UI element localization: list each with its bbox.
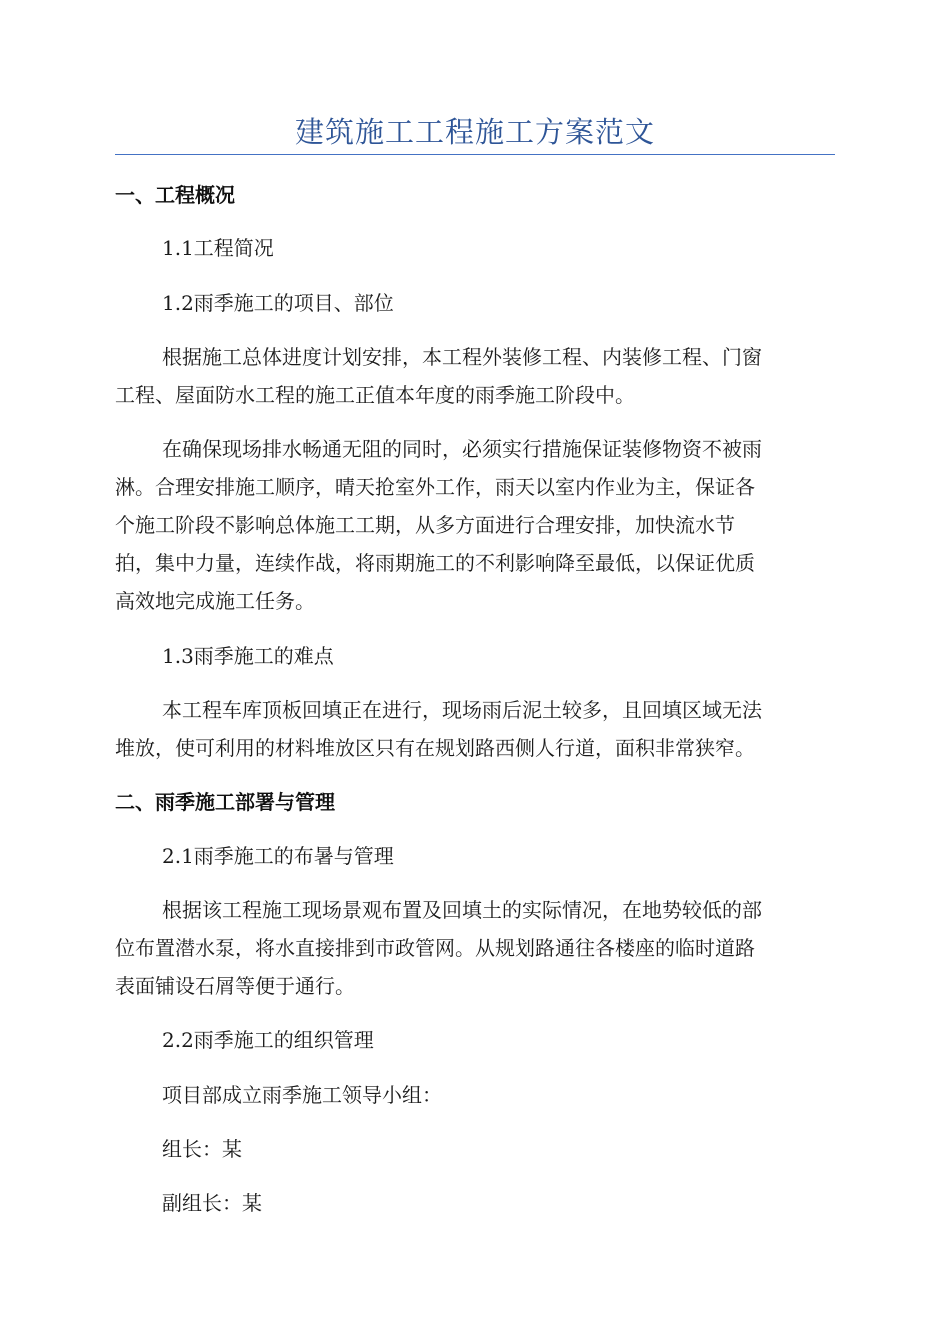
title-underline [115, 154, 835, 155]
paragraph-line: 副组长：某 [162, 1191, 262, 1215]
subheading-1-2: 1.2雨季施工的项目、部位 [162, 291, 394, 315]
paragraph-line: 组长：某 [162, 1137, 242, 1161]
paragraph-line: 位布置潜水泵，将水直接排到市政管网。从规划路通往各楼座的临时道路 [115, 936, 755, 960]
section-heading-2: 二、雨季施工部署与管理 [115, 790, 335, 814]
paragraph-line: 项目部成立雨季施工领导小组： [162, 1083, 442, 1107]
paragraph-line: 根据施工总体进度计划安排，本工程外装修工程、内装修工程、门窗 [162, 345, 762, 369]
subheading-1-1: 1.1工程简况 [162, 236, 274, 260]
paragraph-line: 在确保现场排水畅通无阻的同时，必须实行措施保证装修物资不被雨 [162, 437, 762, 461]
section-heading-1: 一、工程概况 [115, 183, 235, 207]
paragraph-line: 拍，集中力量，连续作战，将雨期施工的不利影响降至最低，以保证优质 [115, 551, 755, 575]
paragraph-line: 工程、屋面防水工程的施工正值本年度的雨季施工阶段中。 [115, 383, 635, 407]
subheading-2-1: 2.1雨季施工的布暑与管理 [162, 844, 394, 868]
paragraph-line: 淋。合理安排施工顺序，晴天抢室外工作，雨天以室内作业为主，保证各 [115, 475, 755, 499]
subheading-1-3: 1.3雨季施工的难点 [162, 644, 334, 668]
subheading-2-2: 2.2雨季施工的组织管理 [162, 1028, 374, 1052]
document-title: 建筑施工工程施工方案范文 [294, 115, 655, 149]
paragraph-line: 本工程车库顶板回填正在进行，现场雨后泥土较多，且回填区域无法 [162, 698, 762, 722]
paragraph-line: 高效地完成施工任务。 [115, 589, 315, 613]
paragraph-line: 个施工阶段不影响总体施工工期，从多方面进行合理安排，加快流水节 [115, 513, 735, 537]
paragraph-line: 表面铺设石屑等便于通行。 [115, 974, 355, 998]
paragraph-line: 根据该工程施工现场景观布置及回填土的实际情况，在地势较低的部 [162, 898, 762, 922]
paragraph-line: 堆放，使可利用的材料堆放区只有在规划路西侧人行道，面积非常狭窄。 [115, 736, 755, 760]
